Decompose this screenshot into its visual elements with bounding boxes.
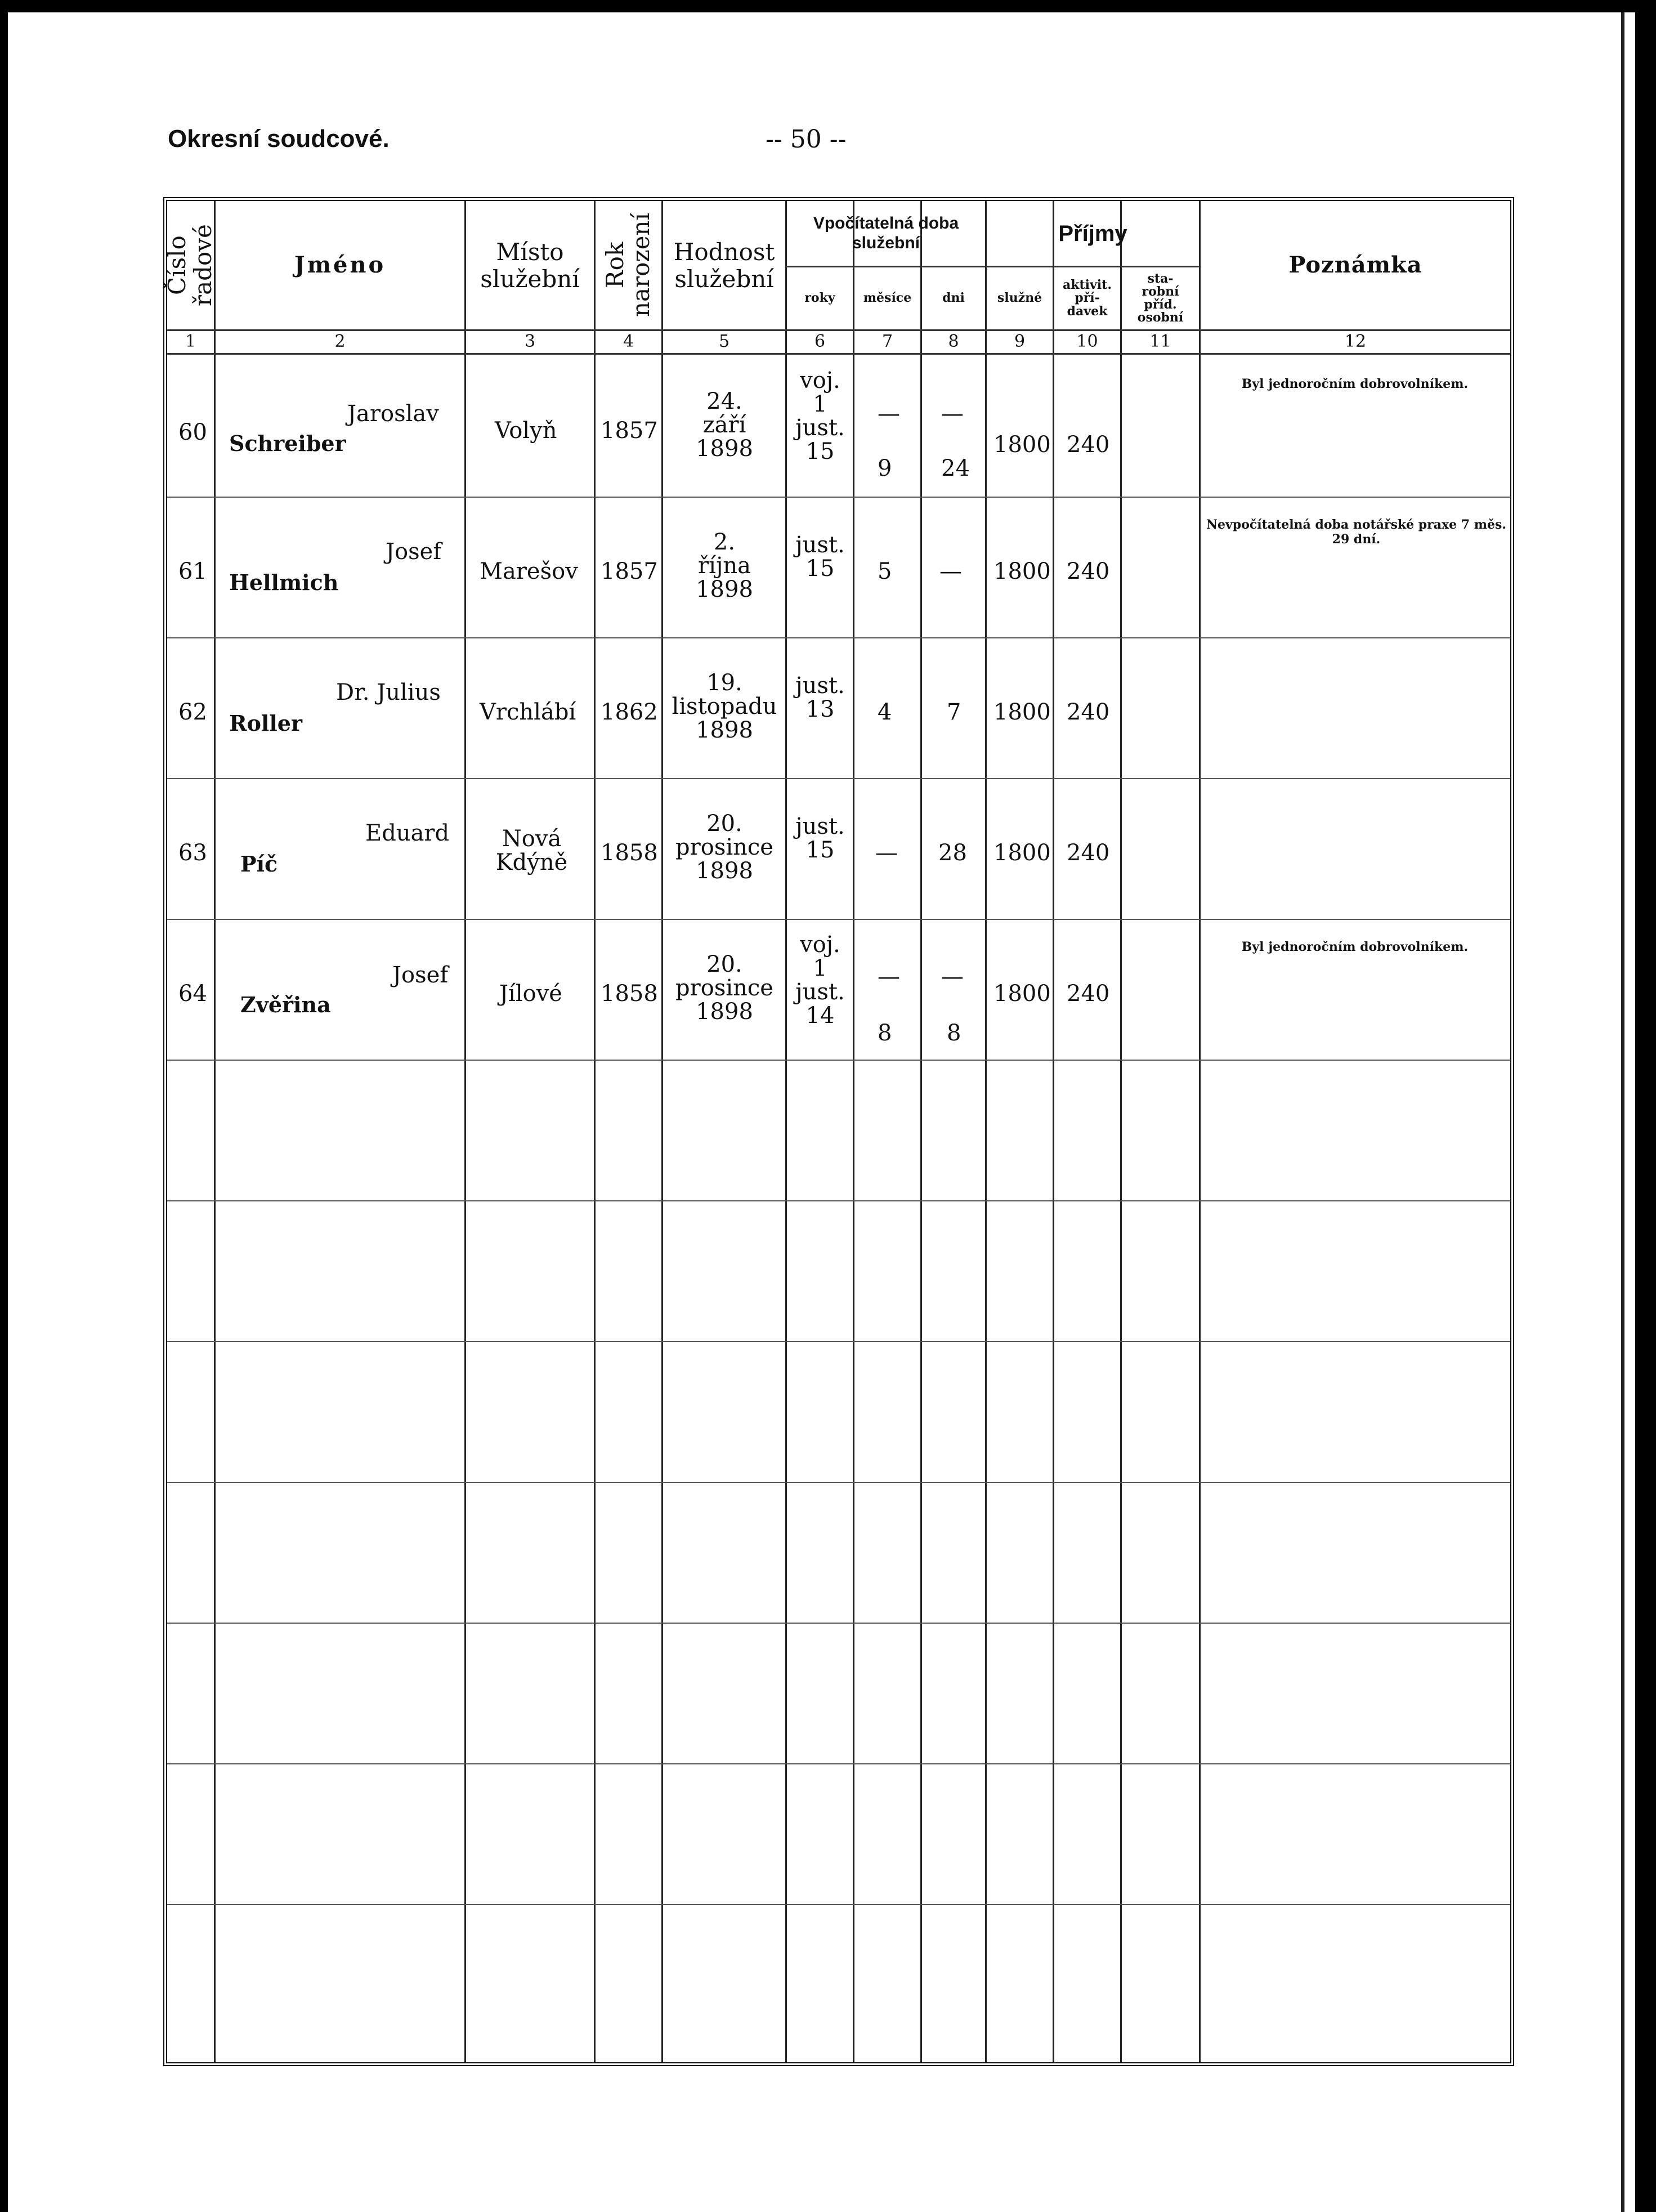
service-years: voj. 1 just. 14 <box>795 932 845 1029</box>
service-days: 7 <box>947 699 961 725</box>
header-cislo: Číslo řadové <box>163 224 217 306</box>
service-months: 5 <box>878 558 892 584</box>
birth-year: 1858 <box>601 981 658 1007</box>
colnum: 7 <box>881 332 893 352</box>
service-months: — <box>875 840 898 866</box>
service-days: 8 <box>947 1020 961 1046</box>
row-rule <box>167 778 1510 779</box>
row-number: 62 <box>178 699 207 725</box>
header-doba: Vpočítatelná doba služební <box>813 214 959 252</box>
col-rule <box>920 201 922 2062</box>
person-surname: Zvěřina <box>240 992 331 1017</box>
row-number: 61 <box>178 558 207 584</box>
remark: Nevpočítatelná doba notářské praxe 7 měs. 29 dní. <box>1206 517 1507 547</box>
birth-year: 1857 <box>601 558 658 584</box>
service-days: — <box>939 558 962 584</box>
col-rule <box>594 201 596 2062</box>
row-rule <box>167 1200 1510 1201</box>
col-rule <box>1120 201 1122 2062</box>
page-number: -- 50 -- <box>766 125 847 154</box>
col-rule <box>853 201 854 2062</box>
row-number: 64 <box>178 981 207 1007</box>
rank-date: 19. listopadu 1898 <box>672 670 777 743</box>
col-rule <box>1053 201 1054 2062</box>
row-number: 60 <box>178 419 207 445</box>
row-rule <box>167 1482 1510 1483</box>
colnum: 1 <box>185 332 196 352</box>
service-months: 4 <box>878 699 892 725</box>
colnum: 2 <box>334 332 346 352</box>
row-rule <box>167 1341 1510 1342</box>
service-place: Nová Kdýně <box>495 826 568 875</box>
rank-date: 20. prosince 1898 <box>675 951 773 1025</box>
colnum: 6 <box>814 332 826 352</box>
colnum: 12 <box>1344 332 1367 352</box>
colnum: 8 <box>948 332 959 352</box>
salary: 1800 <box>993 432 1051 458</box>
col-rule <box>214 201 216 2062</box>
person-first-name: Josef <box>386 539 442 565</box>
activity-allowance: 240 <box>1067 558 1110 584</box>
birth-year: 1858 <box>601 840 658 866</box>
row-rule <box>167 1904 1510 1905</box>
service-place: Jílové <box>499 981 562 1007</box>
service-years: just. 15 <box>795 532 845 582</box>
remark: Byl jednoročním dobrovolníkem. <box>1241 377 1469 391</box>
service-days-top: — <box>941 964 964 990</box>
scan-border-left <box>0 0 8 2212</box>
service-days: 24 <box>941 455 970 481</box>
person-surname: Píč <box>240 851 278 877</box>
scan-border-right-inner <box>1621 12 1624 2212</box>
service-months-top: — <box>878 401 900 427</box>
header-dni: dni <box>942 291 965 306</box>
salary: 1800 <box>993 840 1051 866</box>
salary: 1800 <box>993 981 1051 1007</box>
birth-year: 1857 <box>601 418 658 444</box>
service-years: voj. 1 just. 15 <box>795 368 845 464</box>
activity-allowance: 240 <box>1067 699 1110 725</box>
row-rule <box>167 1060 1510 1061</box>
person-first-name: Eduard <box>365 820 450 846</box>
person-surname: Hellmich <box>229 570 339 595</box>
header-hodnost: Hodnost služební <box>673 238 775 293</box>
person-first-name: Josef <box>392 962 449 988</box>
service-years: just. 13 <box>795 673 845 722</box>
rank-date: 20. prosince 1898 <box>675 811 773 884</box>
row-rule <box>167 637 1510 638</box>
rank-date: 24. září 1898 <box>696 388 753 462</box>
colnum: 5 <box>718 332 730 352</box>
col-rule <box>785 201 787 2062</box>
activity-allowance: 240 <box>1067 840 1110 866</box>
header-rok: Rok narození <box>601 213 655 318</box>
service-days-top: — <box>941 401 964 427</box>
activity-allowance: 240 <box>1067 981 1110 1007</box>
colnum-rule <box>167 353 1510 355</box>
person-surname: Schreiber <box>229 431 346 456</box>
service-days: 28 <box>938 840 967 866</box>
colnum: 10 <box>1076 332 1098 352</box>
birth-year: 1862 <box>601 699 658 725</box>
colnum: 11 <box>1149 332 1171 352</box>
header-poznamka: Poznámka <box>1288 252 1422 278</box>
colnum: 4 <box>623 332 634 352</box>
scan-border-top <box>0 0 1656 12</box>
row-number: 63 <box>178 840 207 866</box>
col-rule <box>661 201 663 2062</box>
col-rule <box>985 201 987 2062</box>
header-prijmy: Příjmy <box>1058 221 1127 246</box>
service-place: Vrchlábí <box>480 699 576 725</box>
header-aktivit: aktivit. pří- davek <box>1063 278 1112 319</box>
colnum: 3 <box>524 332 536 352</box>
scan-border-right <box>1635 0 1656 2212</box>
activity-allowance: 240 <box>1067 432 1110 458</box>
row-rule <box>167 497 1510 498</box>
col-rule <box>1199 201 1201 2062</box>
col-rule <box>464 201 466 2062</box>
service-months: 9 <box>878 455 892 481</box>
service-place: Marešov <box>480 558 578 584</box>
header-sluzne: služné <box>997 291 1042 306</box>
page-section-title: Okresní soudcové. <box>168 125 390 153</box>
colnum: 9 <box>1014 332 1026 352</box>
row-rule <box>167 919 1510 920</box>
rank-date: 2. října 1898 <box>696 529 753 602</box>
service-years: just. 15 <box>795 814 845 863</box>
service-months: 8 <box>878 1020 892 1046</box>
remark: Byl jednoročním dobrovolníkem. <box>1241 940 1469 954</box>
person-first-name: Jaroslav <box>347 401 439 427</box>
header-roky: roky <box>804 291 835 306</box>
service-months-top: — <box>878 964 900 990</box>
person-surname: Roller <box>229 710 302 736</box>
header-jmeno: Jméno <box>294 252 386 278</box>
service-place: Volyň <box>495 418 557 444</box>
salary: 1800 <box>993 558 1051 584</box>
header-mesice: měsíce <box>863 291 912 306</box>
row-rule <box>167 1623 1510 1624</box>
person-first-name: Dr. Julius <box>336 680 441 705</box>
header-misto: Místo služební <box>480 238 580 293</box>
header-starobni: sta- robní příd. osobní <box>1137 271 1184 325</box>
ledger-table <box>163 197 1514 2066</box>
salary: 1800 <box>993 699 1051 725</box>
row-rule <box>167 1763 1510 1764</box>
